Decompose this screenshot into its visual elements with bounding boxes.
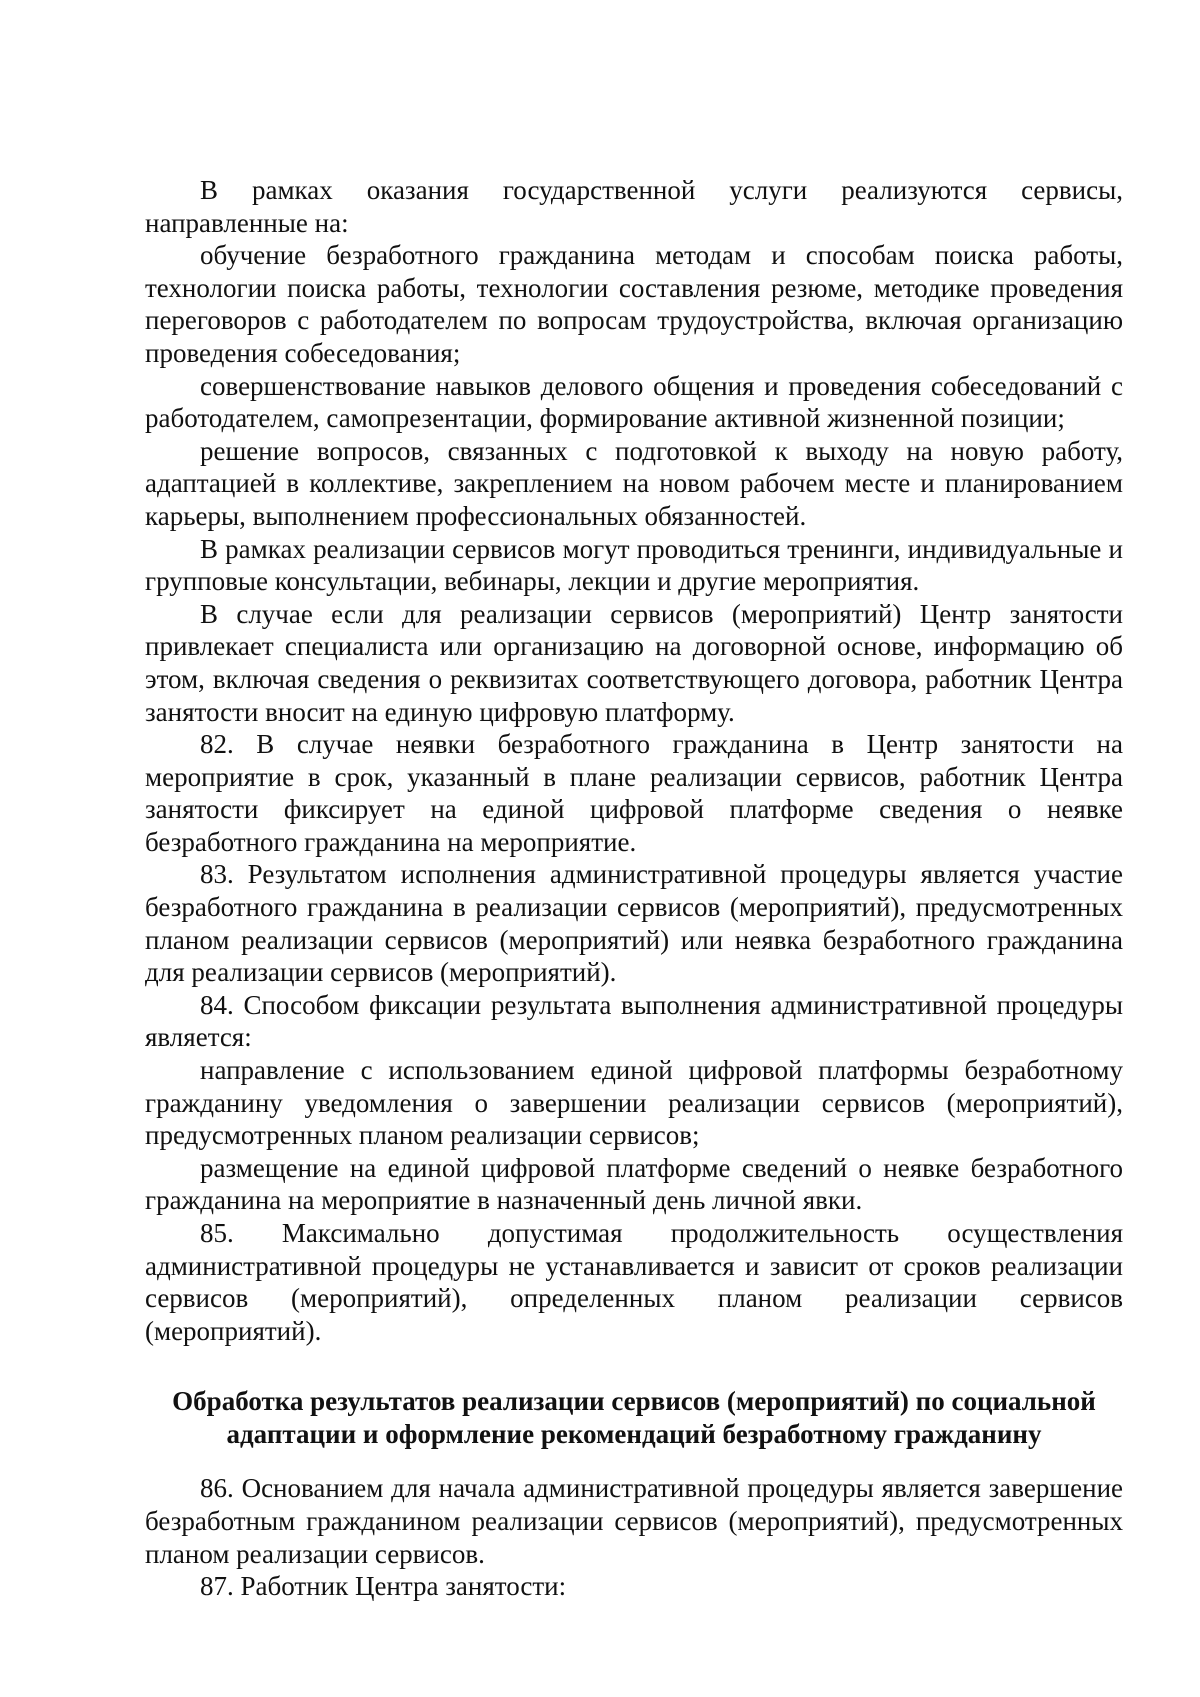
paragraph-trainings-events: В рамках реализации сервисов могут проводиться тренинги, индивидуальные и групповые консультации, вебинары, лекции и другие мероприятия. xyxy=(145,533,1123,597)
document-page xyxy=(145,174,1123,1603)
paragraph-87: 87. Работник Центра занятости: xyxy=(200,1571,567,1602)
paragraph-83: 83. Результатом исполнения административной процедуры является участие безработного гражданина в реализации сервисов (мероприятий), предусмотренных планом реализации сервисов (мероприятий) или неявка безработного гражданина для реализации сервисов (мероприятий). xyxy=(145,859,1123,988)
section-heading xyxy=(145,1385,1123,1451)
paragraph-services-intro: В рамках оказания государственной услуги реализуются сервисы, направленные на: xyxy=(145,175,1123,238)
paragraph-training-job-search: обучение безработного гражданина методам и способам поиска работы, технологии поиска работы, технологии составления резюме, методике проведения переговоров с работодателем по вопросам трудоустройства, включая организацию проведения собеседования; xyxy=(145,240,1123,368)
paragraph-85: 85. Максимально допустимая продолжительность осуществления административной процедуры не устанавливается и зависит от сроков реализации сервисов (мероприятий), определенных планом реализации сервисов (мероприятий). xyxy=(145,1218,1123,1346)
section-heading-line-1: Обработка результатов реализации сервисов (мероприятий) по социальной xyxy=(172,1386,1096,1417)
paragraph-notification: направление с использованием единой цифровой платформы безработному гражданину уведомления о завершении реализации сервисов (мероприятий), предусмотренных планом реализации сервисов; xyxy=(145,1055,1123,1151)
paragraph-new-job-adaptation: решение вопросов, связанных с подготовкой к выходу на новую работу, адаптацией в коллективе, закреплением на новом рабочем месте и планированием карьеры, выполнением профессиональных обязанностей. xyxy=(145,435,1123,531)
paragraph-external-specialist: В случае если для реализации сервисов (мероприятий) Центр занятости привлекает специалиста или организацию на договорной основе, информацию об этом, включая сведения о реквизитах соответствующего договора, работник Центра занятости вносит на единую цифровую платформу. xyxy=(145,598,1123,727)
paragraph-82: 82. В случае неявки безработного гражданина в Центр занятости на мероприятие в срок, указанный в плане реализации сервисов, работник Центра занятости фиксирует на единой цифровой платформе сведения о неявке безработного гражданина на мероприятие. xyxy=(145,729,1123,857)
paragraph-86: 86. Основанием для начала административной процедуры является завершение безработным гражданином реализации сервисов (мероприятий), предусмотренных планом реализации сервисов. xyxy=(145,1473,1123,1569)
paragraph-84: 84. Способом фиксации результата выполнения административной процедуры является: xyxy=(145,989,1123,1053)
paragraph-absence-record: размещение на единой цифровой платформе сведений о неявке безработного гражданина на мероприятие в назначенный день личной явки. xyxy=(145,1152,1123,1216)
section-heading-line-2: адаптации и оформление рекомендаций безработному гражданину xyxy=(226,1419,1042,1450)
paragraph-communication-skills: совершенствование навыков делового общения и проведения собеседований с работодателем, самопрезентации, формирование активной жизненной позиции; xyxy=(145,370,1123,434)
